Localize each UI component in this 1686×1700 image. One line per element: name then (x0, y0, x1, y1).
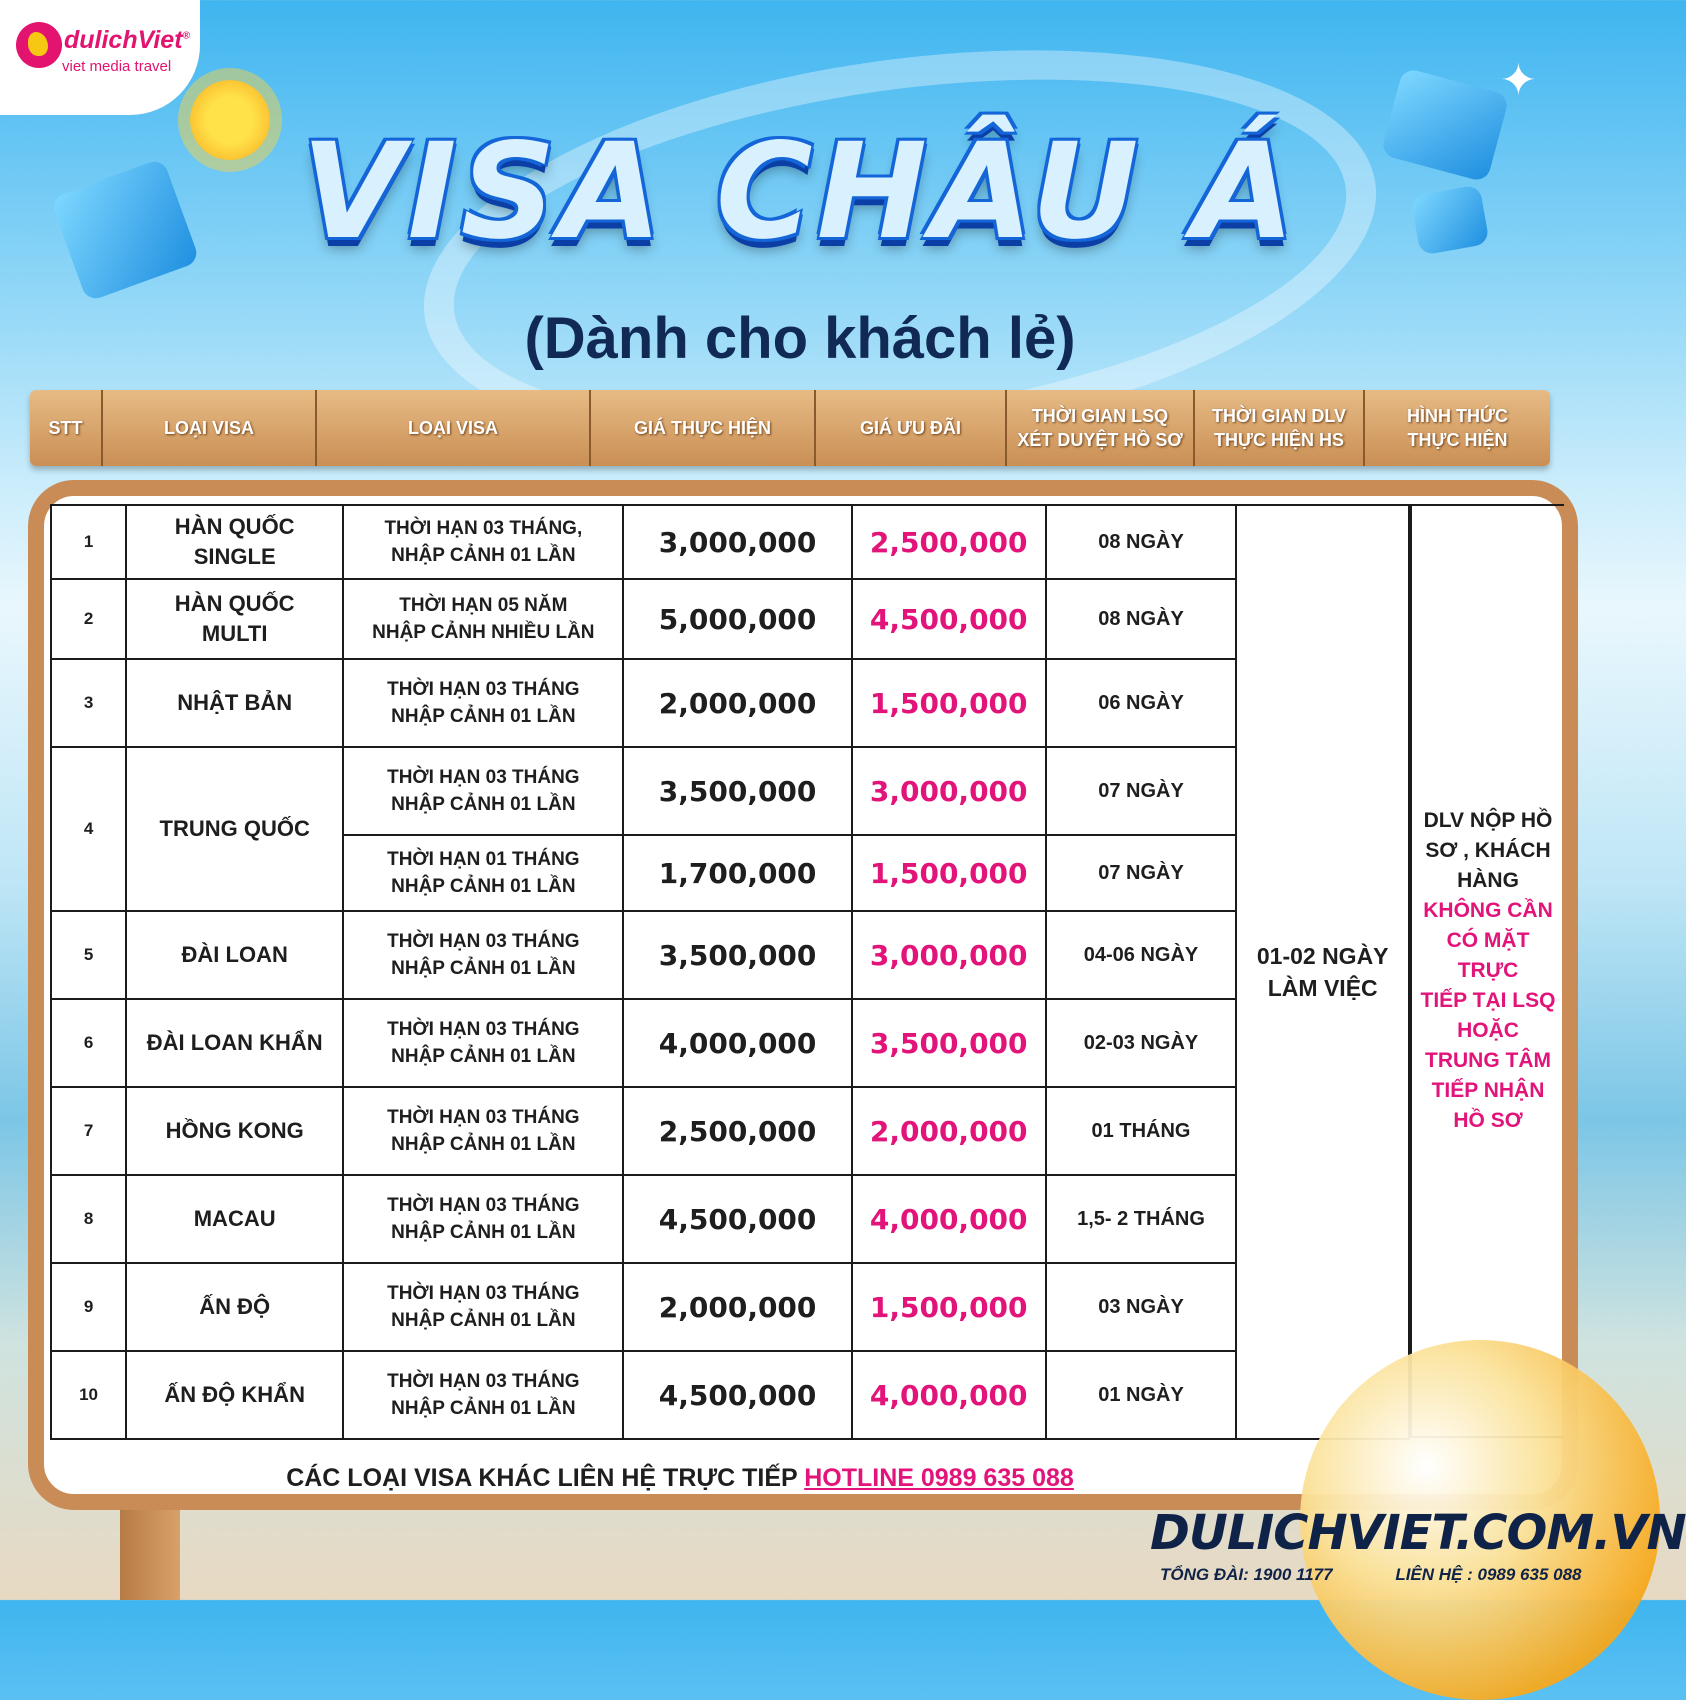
row-price: 3,500,000 (623, 911, 851, 999)
puzzle-piece-icon (1410, 184, 1489, 255)
brand-tagline: viet media travel (62, 58, 172, 75)
row-promo-price: 4,000,000 (852, 1351, 1046, 1439)
header-form: HÌNH THỨC THỰC HIỆN (1407, 406, 1508, 450)
puzzle-piece-icon (50, 158, 200, 302)
row-visa-name: ẤN ĐỘ (126, 1263, 343, 1351)
footer-note (30, 1464, 1330, 1493)
row-visa-term: THỜI HẠN 03 THÁNG NHẬP CẢNH 01 LẦN (343, 1087, 623, 1175)
row-promo-price: 4,000,000 (852, 1175, 1046, 1263)
table-row (51, 1087, 1409, 1175)
footer-text: CÁC LOẠI VISA KHÁC LIÊN HỆ TRỰC TIẾP (286, 1464, 798, 1492)
row-visa-name: HỒNG KONG (126, 1087, 343, 1175)
header-lsq-time: THỜI GIAN LSQ XÉT DUYỆT HỒ SƠ (1006, 390, 1194, 466)
row-lsq-days: 01 NGÀY (1046, 1351, 1237, 1439)
form-text-black: DLV NỘP HỒ SƠ , KHÁCH HÀNG (1423, 809, 1553, 892)
row-lsq-days: 07 NGÀY (1046, 835, 1237, 911)
row-visa-term: THỜI HẠN 03 THÁNG NHẬP CẢNH 01 LẦN (343, 911, 623, 999)
registered-mark: ® (182, 30, 190, 42)
contact-line (1160, 1565, 1582, 1585)
row-visa-term: THỜI HẠN 03 THÁNG NHẬP CẢNH 01 LẦN (343, 999, 623, 1087)
brand-name: dulichViet (64, 26, 183, 54)
visa-price-panel (28, 480, 1578, 1510)
row-lsq-days: 1,5- 2 THÁNG (1046, 1175, 1237, 1263)
header-promo-price: GIÁ ƯU ĐÃI (815, 390, 1006, 466)
row-stt: 3 (51, 659, 126, 747)
row-visa-name: HÀN QUỐC SINGLE (126, 505, 343, 579)
row-lsq-days: 02-03 NGÀY (1046, 999, 1237, 1087)
row-stt: 4 (51, 747, 126, 911)
row-promo-price: 2,500,000 (852, 505, 1046, 579)
row-price: 4,500,000 (623, 1351, 851, 1439)
row-promo-price: 3,000,000 (852, 911, 1046, 999)
sparkle-icon: ✦ (1500, 56, 1537, 105)
website-link[interactable]: DULICHVIET.COM.VN (1150, 1505, 1686, 1561)
header-price: GIÁ THỰC HIỆN (590, 390, 815, 466)
row-promo-price: 1,500,000 (852, 659, 1046, 747)
table-row (51, 505, 1409, 579)
row-visa-term: THỜI HẠN 03 THÁNG NHẬP CẢNH 01 LẦN (343, 1351, 623, 1439)
form-text-highlight: KHÔNG CẦN CÓ MẶT TRỰC TIẾP TẠI LSQ HOẶC TRUNG TÂM TIẾP NHẬN HỒ SƠ (1420, 899, 1556, 1132)
contact-number[interactable]: LIÊN HỆ : 0989 635 088 (1395, 1565, 1582, 1584)
row-stt: 7 (51, 1087, 126, 1175)
row-promo-price: 3,000,000 (852, 747, 1046, 835)
brand-logo[interactable] (0, 0, 200, 115)
row-promo-price: 4,500,000 (852, 579, 1046, 659)
header-visa-term: LOẠI VISA (316, 390, 590, 466)
table-row (51, 659, 1409, 747)
row-price: 4,000,000 (623, 999, 851, 1087)
row-lsq-days: 06 NGÀY (1046, 659, 1237, 747)
row-lsq-days: 03 NGÀY (1046, 1263, 1237, 1351)
row-lsq-days: 07 NGÀY (1046, 747, 1237, 835)
row-lsq-days: 04-06 NGÀY (1046, 911, 1237, 999)
row-visa-name: MACAU (126, 1175, 343, 1263)
row-promo-price: 3,500,000 (852, 999, 1046, 1087)
row-visa-name: HÀN QUỐC MULTI (126, 579, 343, 659)
row-price: 4,500,000 (623, 1175, 851, 1263)
row-promo-price: 1,500,000 (852, 1263, 1046, 1351)
switchboard-number[interactable]: TỔNG ĐÀI: 1900 1177 (1160, 1565, 1333, 1584)
table-row (51, 999, 1409, 1087)
row-price: 1,700,000 (623, 835, 851, 911)
row-lsq-days: 01 THÁNG (1046, 1087, 1237, 1175)
row-visa-name: NHẬT BẢN (126, 659, 343, 747)
row-visa-term: THỜI HẠN 03 THÁNG NHẬP CẢNH 01 LẦN (343, 1175, 623, 1263)
row-stt: 10 (51, 1351, 126, 1439)
row-price: 2,000,000 (623, 1263, 851, 1351)
row-price: 5,000,000 (623, 579, 851, 659)
table-row (51, 1175, 1409, 1263)
table-row (51, 911, 1409, 999)
table-row (51, 747, 1409, 835)
page-title: VISA CHÂU Á (301, 115, 1299, 269)
row-price: 3,500,000 (623, 747, 851, 835)
row-price: 2,000,000 (623, 659, 851, 747)
row-price: 3,000,000 (623, 505, 851, 579)
row-visa-name: ĐÀI LOAN (126, 911, 343, 999)
row-price: 2,500,000 (623, 1087, 851, 1175)
row-visa-name: ĐÀI LOAN KHẨN (126, 999, 343, 1087)
hotline-link[interactable]: HOTLINE 0989 635 088 (804, 1464, 1074, 1492)
row-visa-term: THỜI HẠN 05 NĂM NHẬP CẢNH NHIỀU LẦN (343, 579, 623, 659)
visa-price-table (50, 504, 1410, 1440)
row-visa-term: THỜI HẠN 03 THÁNG, NHẬP CẢNH 01 LẦN (343, 505, 623, 579)
wooden-post (120, 1510, 180, 1600)
dlv-processing-time: 01-02 NGÀY LÀM VIỆC (1236, 505, 1409, 1439)
row-stt: 9 (51, 1263, 126, 1351)
row-promo-price: 2,000,000 (852, 1087, 1046, 1175)
row-lsq-days: 08 NGÀY (1046, 505, 1237, 579)
header-dlv-time: THỜI GIAN DLV THỰC HIỆN HS (1194, 390, 1364, 466)
table-row (51, 1351, 1409, 1439)
row-lsq-days: 08 NGÀY (1046, 579, 1237, 659)
row-visa-term: THỜI HẠN 03 THÁNG NHẬP CẢNH 01 LẦN (343, 747, 623, 835)
table-row (51, 1263, 1409, 1351)
row-promo-price: 1,500,000 (852, 835, 1046, 911)
submission-form-column (1410, 504, 1564, 1438)
row-stt: 5 (51, 911, 126, 999)
table-header-board (30, 390, 1550, 466)
row-visa-name: ẤN ĐỘ KHẨN (126, 1351, 343, 1439)
row-stt: 6 (51, 999, 126, 1087)
row-stt: 2 (51, 579, 126, 659)
page-subtitle: (Dành cho khách lẻ) (524, 306, 1076, 371)
row-visa-term: THỜI HẠN 01 THÁNG NHẬP CẢNH 01 LẦN (343, 835, 623, 911)
row-visa-name: TRUNG QUỐC (126, 747, 343, 911)
table-row (51, 579, 1409, 659)
row-visa-term: THỜI HẠN 03 THÁNG NHẬP CẢNH 01 LẦN (343, 1263, 623, 1351)
logo-mark-icon (16, 22, 62, 68)
row-stt: 8 (51, 1175, 126, 1263)
row-stt: 1 (51, 505, 126, 579)
header-visa-type: LOẠI VISA (102, 390, 316, 466)
header-stt: STT (30, 390, 102, 466)
row-visa-term: THỜI HẠN 03 THÁNG NHẬP CẢNH 01 LẦN (343, 659, 623, 747)
